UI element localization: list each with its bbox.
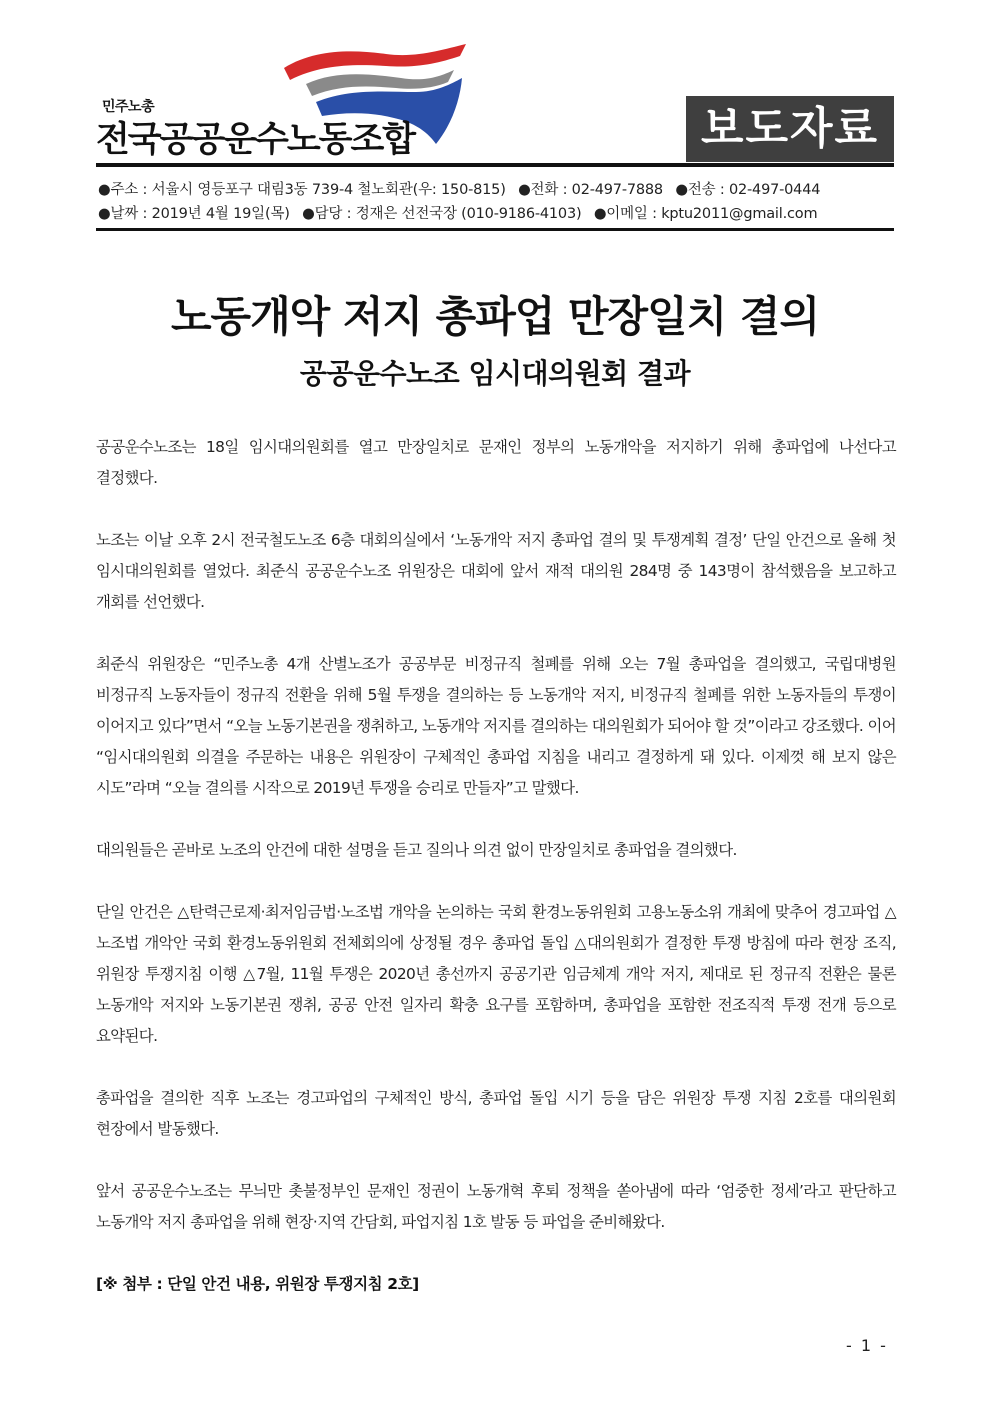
press-release-badge: 보도자료: [686, 96, 894, 162]
address: ●주소 : 서울시 영등포구 대림3동 739-4 철노회관(우: 150-815): [98, 182, 506, 198]
article-body: [96, 432, 896, 1300]
contact-person: ●담당 : 정재은 선전국장 (010-9186-4103): [302, 206, 582, 222]
contact-line-2: [98, 202, 894, 223]
paragraph: 노조는 이날 오후 2시 전국철도노조 6층 대회의실에서 ‘노동개악 저지 총파업 결의 및 투쟁계획 결정’ 단일 안건으로 올해 첫 임시대의원회를 열었다. 최준식 공공운수노조 위원장은 대회에 앞서 재적 대의원 284명 중 143명이 참석했음을 보고하고 개회를 선언했다.: [96, 531, 896, 611]
date: ●날짜 : 2019년 4월 19일(목): [98, 206, 290, 222]
phone: ●전화 : 02-497-7888: [518, 182, 663, 198]
fax: ●전송 : 02-497-0444: [675, 182, 821, 198]
email: ●이메일 : kptu2011@gmail.com: [593, 206, 818, 222]
paragraph: 총파업을 결의한 직후 노조는 경고파업의 구체적인 방식, 총파업 돌입 시기 등을 담은 위원장 투쟁 지침 2호를 대의원회 현장에서 발동했다.: [96, 1089, 896, 1138]
headline: 노동개악 저지 총파업 만장일치 결의: [170, 292, 820, 341]
org-affiliation: 민주노총: [102, 99, 155, 115]
org-name: 전국공공운수노동조합: [96, 120, 415, 160]
paragraph: 앞서 공공운수노조는 무늬만 촛불정부인 문재인 정권이 노동개혁 후퇴 정책을 쏟아냄에 따라 ‘엄중한 정세’라고 판단하고 노동개악 저지 총파업을 위해 현장·지역 간담회, 파업지침 1호 발동 등 파업을 준비해왔다.: [96, 1182, 896, 1231]
contact-line-1: [98, 178, 894, 199]
paragraph: 단일 안건은 △탄력근로제·최저임금법·노조법 개악을 논의하는 국회 환경노동위원회 고용노동소위 개최에 맞추어 경고파업 △노조법 개악안 국회 환경노동위원회 전체회의에 상정될 경우 총파업 돌입 △대의원회가 결정한 투쟁 방침에 따라 현장 조직, 위원장 투쟁지침 이행 △7월, 11월 투쟁은 2020년 총선까지 공공기관 임금체계 개악 저지, 제대로 된 정규직 전환은 물론 노동개악 저지와 노동기본권 쟁취, 공공 안전 일자리 확충 요구를 포함하며, 총파업을 포함한 전조직적 투쟁 전개 등으로 요약된다.: [96, 903, 896, 1045]
attachment-note: [※ 첨부 : 단일 안건 내용, 위원장 투쟁지침 2호]: [96, 1275, 419, 1293]
header-divider-bottom: [96, 228, 894, 231]
paragraph: 대의원들은 곧바로 노조의 안건에 대한 설명을 듣고 질의나 의견 없이 만장일치로 총파업을 결의했다.: [96, 841, 737, 859]
paragraph: 최준식 위원장은 “민주노총 4개 산별노조가 공공부문 비정규직 철폐를 위해 오는 7월 총파업을 결의했고, 국립대병원 비정규직 노동자들이 정규직 전환을 위해 5월 투쟁을 결의하는 등 노동개악 저지, 비정규직 철폐를 위한 노동자들의 투쟁이 이어지고 있다”면서 “오늘 노동기본권을 쟁취하고, 노동개악 저지를 결의하는 대의원회가 되어야 할 것”이라고 강조했다. 이어 “임시대의원회 의결을 주문하는 내용은 위원장이 구체적인 총파업 지침을 내리고 결정하게 돼 있다. 이제껏 해 보지 않은 시도”라며 “오늘 결의를 시작으로 2019년 투쟁을 승리로 만들자”고 말했다.: [96, 655, 896, 797]
subheadline: 공공운수노조 임시대의원회 결과: [299, 357, 691, 390]
page-number: - 1 -: [846, 1336, 888, 1355]
header-divider-top: [96, 163, 894, 167]
paragraph: 공공운수노조는 18일 임시대의원회를 열고 만장일치로 문재인 정부의 노동개악을 저지하기 위해 총파업에 나선다고 결정했다.: [96, 438, 896, 487]
union-logo: [96, 40, 476, 170]
